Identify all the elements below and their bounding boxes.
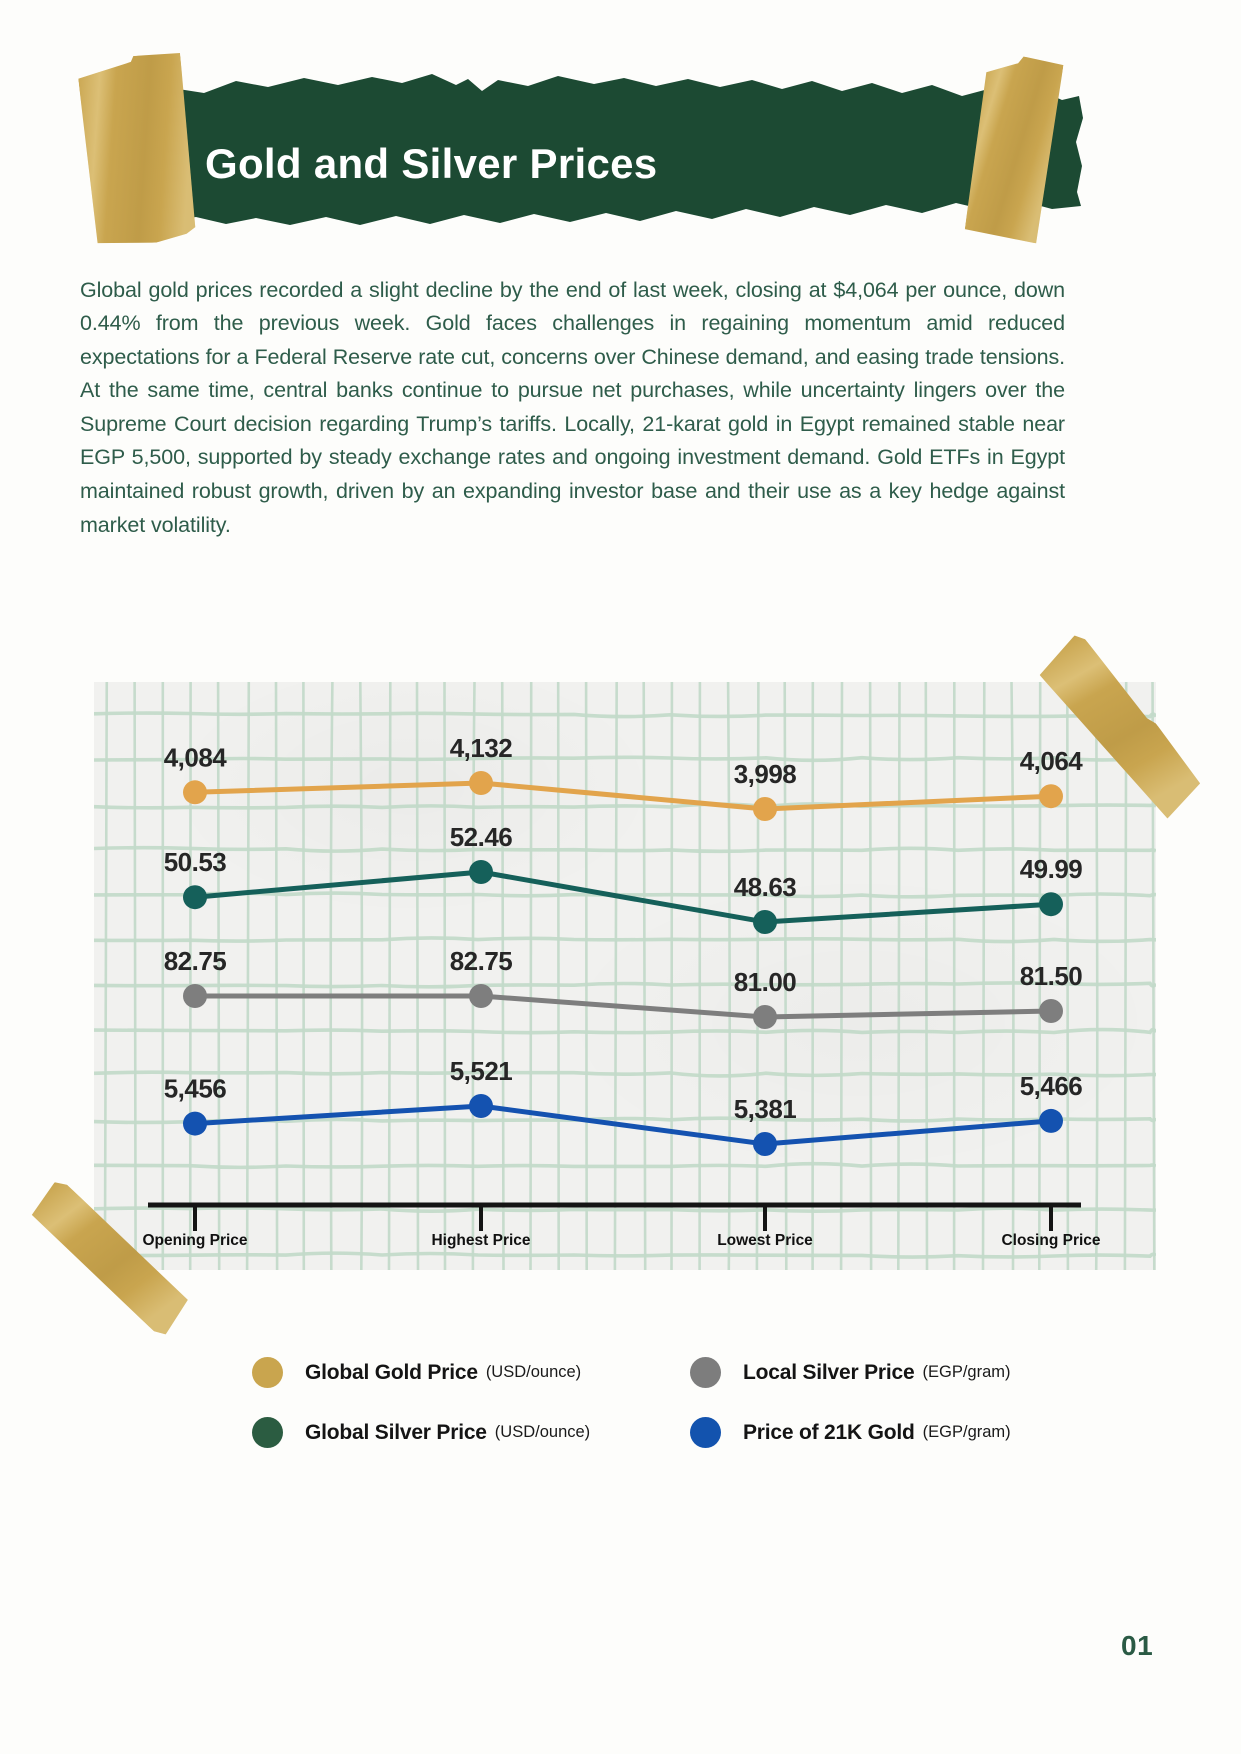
data-point-global-gold-price — [1039, 784, 1063, 808]
grid-hline — [94, 1029, 1156, 1032]
data-point-label-global-silver-price: 52.46 — [449, 822, 513, 852]
data-point-price-of-21k-gold — [469, 1094, 493, 1118]
legend-dot-local-silver — [690, 1357, 721, 1388]
grid-hline — [94, 757, 1156, 760]
grid-vline — [926, 682, 927, 1270]
legend-unit: (EGP/gram) — [922, 1363, 1011, 1381]
legend-dot-21k-gold — [690, 1417, 721, 1448]
grid-vline — [954, 682, 955, 1270]
legend-unit: (USD/ounce) — [494, 1423, 591, 1441]
grid-vline — [276, 682, 277, 1270]
page-title: Gold and Silver Prices — [205, 140, 658, 188]
data-point-label-local-silver-price: 82.75 — [449, 946, 513, 976]
grid-vline — [558, 682, 559, 1270]
grid-vline — [445, 682, 446, 1270]
chart-paper — [94, 682, 1156, 1270]
grid-vline — [135, 682, 136, 1270]
grid-vline — [644, 682, 646, 1270]
tape-header-left — [76, 51, 199, 249]
grid-hline — [94, 804, 1156, 808]
data-point-label-price-of-21k-gold: 5,466 — [1019, 1070, 1083, 1101]
legend-label: Global Silver Price — [305, 1420, 487, 1444]
grid-hline — [94, 938, 1156, 942]
data-point-label-local-silver-price: 81.50 — [1019, 961, 1083, 991]
grid-hline — [94, 713, 1156, 717]
grid-vline — [105, 682, 107, 1270]
data-point-global-gold-price — [753, 797, 777, 821]
grid-vline — [247, 682, 249, 1270]
intro-paragraph: Global gold prices recorded a slight decline by the end of last week, closing at $4,064 per ounce, down 0.44% from the previous week. Gold faces challenges in regaining momentum amid reduced expectations for a Federal Reserve rate cut, concerns over Chinese demand, and easing trade tensions. At the same time, central banks continue to pursue net purchases, while uncertainty lingers over the Supreme Court decision regarding Trump’s tariffs. Locally, 21-karat gold in Egypt remained stable near EGP 5,500, supported by steady exchange rates and ongoing investment demand. Gold ETFs in Egypt maintained robust growth, driven by an expanding investor base and their use as a key hedge against market volatility. — [80, 277, 1065, 537]
data-point-global-silver-price — [753, 910, 777, 934]
grid-vline — [473, 682, 475, 1270]
grid-vline — [728, 682, 730, 1270]
data-point-label-global-gold-price: 4,084 — [163, 742, 227, 773]
grid-vline — [983, 682, 984, 1270]
data-point-global-silver-price — [1039, 892, 1063, 916]
grid-vline — [530, 682, 531, 1270]
grid-hline — [94, 1208, 1156, 1211]
grid-vline — [898, 682, 899, 1270]
legend-dot-global-gold — [252, 1357, 283, 1388]
price-line-chart — [94, 682, 1156, 1270]
grid-hline — [94, 983, 1156, 987]
grid-vline — [1012, 682, 1014, 1270]
grid-hline — [94, 848, 1156, 852]
data-point-label-price-of-21k-gold: 5,521 — [449, 1056, 513, 1086]
x-axis-label: Lowest Price — [717, 1232, 813, 1249]
data-point-label-global-silver-price: 48.63 — [733, 872, 797, 902]
grid-vline — [331, 682, 333, 1270]
data-point-label-global-gold-price: 4,132 — [449, 733, 513, 763]
data-point-global-silver-price — [183, 885, 207, 909]
grid-vline — [870, 682, 872, 1270]
data-point-label-price-of-21k-gold: 5,381 — [733, 1094, 797, 1124]
data-point-label-global-silver-price: 50.53 — [163, 847, 227, 878]
grid-hline — [94, 1072, 1156, 1076]
page-number: 01 — [1121, 1630, 1154, 1661]
data-point-label-local-silver-price: 81.00 — [733, 967, 797, 997]
data-point-local-silver-price — [469, 984, 493, 1008]
grid-vline — [389, 682, 390, 1270]
legend-label: Price of 21K Gold — [743, 1420, 915, 1444]
legend-item-global-gold — [252, 1357, 581, 1388]
grid-vline — [1096, 682, 1097, 1270]
data-point-label-local-silver-price: 82.75 — [163, 946, 227, 976]
grid-vline — [671, 682, 672, 1270]
data-point-global-gold-price — [469, 771, 493, 795]
grid-hline — [94, 1253, 1156, 1257]
data-point-price-of-21k-gold — [1039, 1109, 1063, 1133]
grid-vline — [615, 682, 617, 1270]
legend-item-local-silver — [690, 1357, 1011, 1388]
data-point-price-of-21k-gold — [753, 1132, 777, 1156]
grid-vline — [417, 682, 418, 1270]
data-point-global-silver-price — [469, 860, 493, 884]
data-point-global-gold-price — [183, 780, 207, 804]
data-point-local-silver-price — [183, 984, 207, 1008]
data-point-price-of-21k-gold — [183, 1112, 207, 1136]
series-line-local-silver-price — [195, 996, 1051, 1017]
x-axis-label: Highest Price — [431, 1232, 531, 1249]
x-axis-label: Closing Price — [1001, 1232, 1101, 1249]
grid-vline — [699, 682, 700, 1270]
legend-item-21k-gold — [690, 1417, 1011, 1448]
x-axis-label: Opening Price — [142, 1232, 248, 1249]
grid-vline — [502, 682, 504, 1270]
data-point-label-global-silver-price: 49.99 — [1019, 854, 1083, 885]
grid-hline — [94, 1164, 1156, 1168]
legend-item-global-silver — [252, 1417, 590, 1448]
data-point-label-global-gold-price: 4,064 — [1019, 746, 1083, 777]
grid-vline — [360, 682, 362, 1270]
grid-vline — [586, 682, 587, 1270]
series-line-price-of-21k-gold — [195, 1106, 1051, 1144]
legend-label: Local Silver Price — [743, 1360, 915, 1384]
data-point-local-silver-price — [753, 1005, 777, 1029]
data-point-local-silver-price — [1039, 999, 1063, 1023]
legend-unit: (USD/ounce) — [485, 1363, 582, 1381]
legend-unit: (EGP/gram) — [922, 1423, 1011, 1441]
legend-label: Global Gold Price — [305, 1360, 478, 1384]
grid-vline — [841, 682, 842, 1270]
data-point-label-price-of-21k-gold: 5,456 — [163, 1073, 227, 1104]
legend-dot-global-silver — [252, 1417, 283, 1448]
data-point-label-global-gold-price: 3,998 — [733, 759, 797, 789]
